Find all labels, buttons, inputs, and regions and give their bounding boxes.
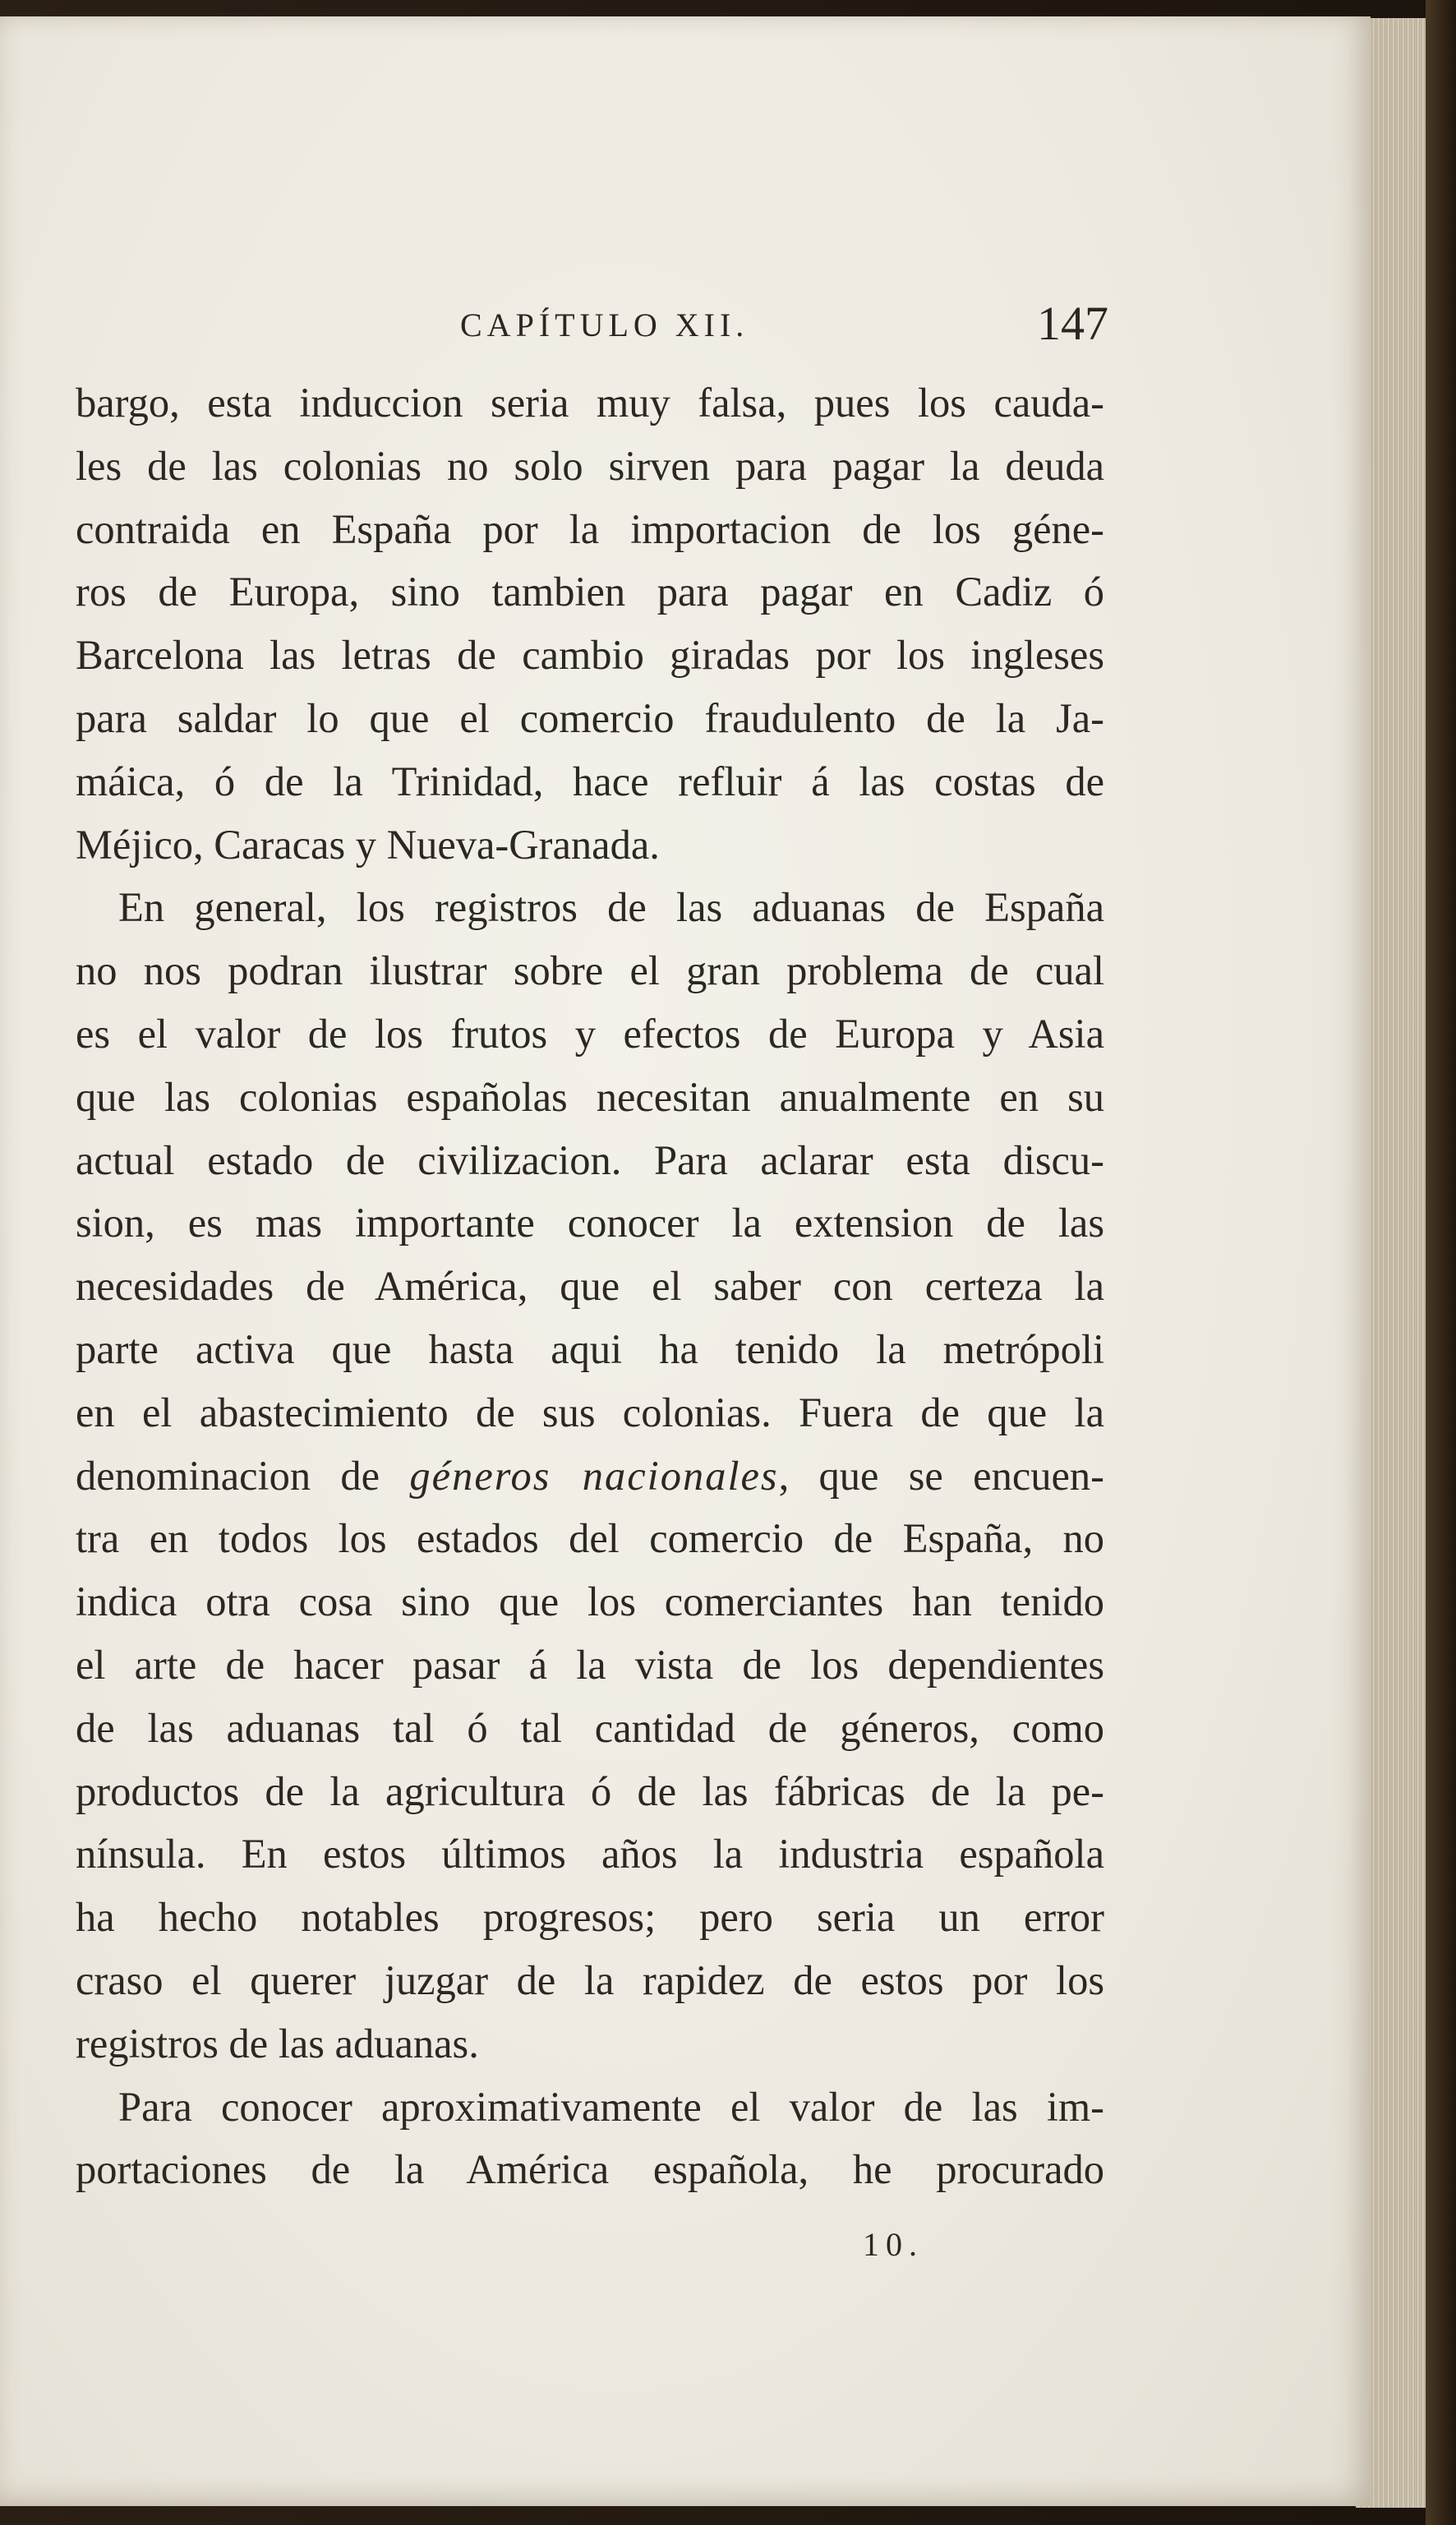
text-line: actual estado de civilizacion. Para aclarar esta discu- <box>76 1136 1104 1183</box>
text-line: en el abastecimiento de sus colonias. Fuera de que la <box>76 1389 1104 1435</box>
text-line: bargo, esta induccion seria muy falsa, pues los cauda- <box>76 380 1104 426</box>
text-line: que las colonias españolas necesitan anualmente en su <box>76 1073 1104 1120</box>
text-line: nínsula. En estos últimos años la industria española <box>76 1831 1104 1878</box>
text-line: indica otra cosa sino que los comerciantes han tenido <box>76 1578 1104 1625</box>
text-line: parte activa que hasta aqui ha tenido la metrópoli <box>76 1325 1104 1372</box>
text-line: Méjico, Caracas y Nueva-Granada. <box>76 821 660 868</box>
italic-term: géneros nacionales <box>409 1452 779 1499</box>
text-line: no nos podran ilustrar sobre el gran problema de cual <box>76 947 1104 994</box>
text-line: sion, es mas importante conocer la extension de las <box>76 1200 1104 1246</box>
text-line: portaciones de la América española, he procurado <box>76 2146 1104 2193</box>
text-line: máica, ó de la Trinidad, hace refluir á las costas de <box>76 758 1104 804</box>
text-line: craso el querer juzgar de la rapidez de estos por los <box>76 1956 1104 2003</box>
text-line: ha hecho notables progresos; pero seria un error <box>76 1894 1104 1941</box>
page-header <box>0 296 1371 370</box>
text-line: para saldar lo que el comercio fraudulento de la Ja- <box>76 694 1104 741</box>
text-segment: denominacion de <box>76 1452 410 1499</box>
text-line: registros de las aduanas. <box>76 2020 479 2067</box>
text-line: de las aduanas tal ó tal cantidad de géneros, como <box>76 1704 1104 1751</box>
text-line: es el valor de los frutos y efectos de Europa y Asia <box>76 1010 1104 1057</box>
text-line: contraida en España por la importacion de los géne- <box>76 505 1104 552</box>
book-page <box>0 16 1371 2506</box>
binding-edge <box>1426 0 1456 2525</box>
text-line: les de las colonias no solo sirven para pagar la deuda <box>76 442 1104 489</box>
text-line: ros de Europa, sino tambien para pagar en Cadiz ó <box>76 569 1104 615</box>
body-text <box>76 371 1104 2201</box>
text-segment: , que se encuen- <box>778 1452 1104 1499</box>
text-line: productos de la agricultura ó de las fábricas de la pe- <box>76 1767 1104 1814</box>
text-line: el arte de hacer pasar á la vista de los dependientes <box>76 1641 1104 1688</box>
page-number: 147 <box>1037 297 1108 350</box>
text-line: Barcelona las letras de cambio giradas por los ingleses <box>76 632 1104 679</box>
signature-mark: 10. <box>863 2226 924 2263</box>
text-line: En general, los registros de las aduanas de España <box>118 884 1104 931</box>
running-head: CAPÍTULO XII. <box>460 306 749 343</box>
text-line: Para conocer aproximativamente el valor de las im- <box>118 2083 1104 2130</box>
text-line: necesidades de América, que el saber con certeza la <box>76 1263 1104 1310</box>
text-line: tra en todos los estados del comercio de España, no <box>76 1515 1104 1562</box>
text-line-with-italic <box>76 1445 1104 1508</box>
